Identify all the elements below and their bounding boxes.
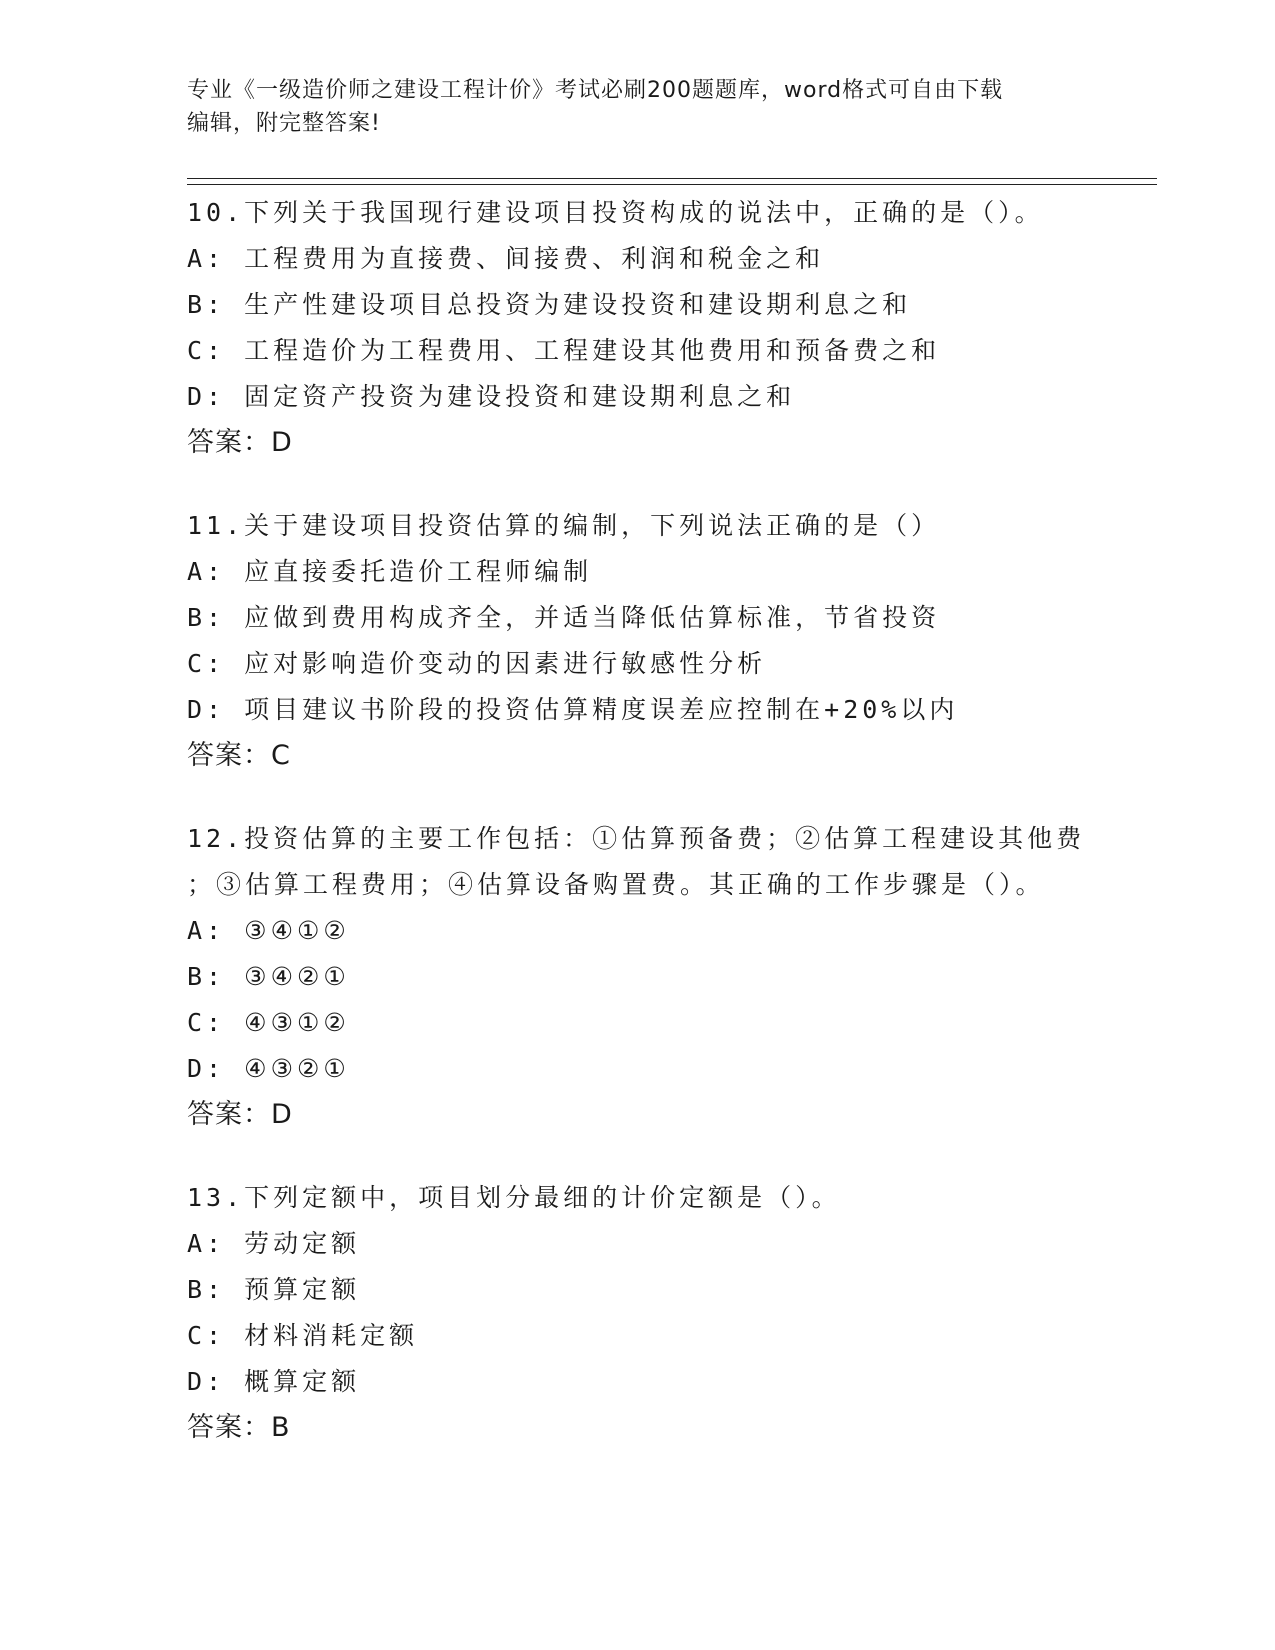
option-b: B: 预算定额 — [187, 1275, 361, 1304]
header-divider-bottom — [187, 184, 1157, 185]
question-12 — [187, 816, 1187, 1138]
option-a: A: ③④①② — [187, 916, 350, 945]
answer-label: 答案：D — [187, 427, 293, 458]
question-10 — [187, 190, 1187, 466]
question-stem: 11.关于建设项目投资估算的编制，下列说法正确的是（） — [187, 511, 941, 540]
question-stem-continued: ；③估算工程费用；④估算设备购置费。其正确的工作步骤是（）。 — [187, 870, 1045, 899]
option-a: A: 应直接委托造价工程师编制 — [187, 557, 593, 586]
answer-label: 答案：B — [187, 1412, 291, 1443]
answer-label: 答案：C — [187, 740, 291, 771]
option-c: C: ④③①② — [187, 1008, 350, 1037]
option-b: B: 生产性建设项目总投资为建设投资和建设期利息之和 — [187, 290, 912, 319]
option-c: C: 材料消耗定额 — [187, 1321, 419, 1350]
document-header — [187, 74, 1067, 140]
question-stem: 13.下列定额中，项目划分最细的计价定额是（）。 — [187, 1183, 841, 1212]
option-c: C: 应对影响造价变动的因素进行敏感性分析 — [187, 649, 767, 678]
option-b: B: 应做到费用构成齐全，并适当降低估算标准，节省投资 — [187, 603, 941, 632]
option-d: D: 项目建议书阶段的投资估算精度误差应控制在+20%以内 — [187, 695, 959, 724]
answer-label: 答案：D — [187, 1099, 293, 1130]
option-a: A: 劳动定额 — [187, 1229, 361, 1258]
question-13 — [187, 1175, 1187, 1451]
question-11 — [187, 503, 1187, 779]
header-divider-top — [187, 178, 1157, 179]
option-d: D: 概算定额 — [187, 1367, 361, 1396]
option-c: C: 工程造价为工程费用、工程建设其他费用和预备费之和 — [187, 336, 941, 365]
question-list — [187, 190, 1187, 1488]
header-line-1: 专业《一级造价师之建设工程计价》考试必刷200题题库，word格式可自由下载 — [187, 78, 1004, 103]
question-stem: 10.下列关于我国现行建设项目投资构成的说法中，正确的是（）。 — [187, 198, 1044, 227]
option-d: D: 固定资产投资为建设投资和建设期利息之和 — [187, 382, 796, 411]
question-stem: 12.投资估算的主要工作包括：①估算预备费；②估算工程建设其他费 — [187, 824, 1086, 853]
option-a: A: 工程费用为直接费、间接费、利润和税金之和 — [187, 244, 825, 273]
option-d: D: ④③②① — [187, 1054, 350, 1083]
option-b: B: ③④②① — [187, 962, 350, 991]
header-line-2: 编辑，附完整答案! — [187, 111, 381, 136]
